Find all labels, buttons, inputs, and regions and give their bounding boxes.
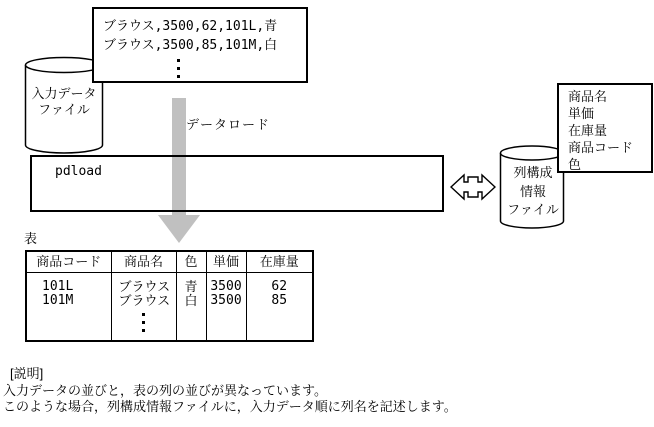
vertical-ellipsis-icon [170,59,186,78]
explanation-line-1: 入力データの並びと，表の列の並びが異なっています。 [3,382,327,398]
column-info-file-label-line2: 情報 [519,183,546,199]
column-name-list-box [557,83,653,173]
column-name-item: 商品コード [568,140,634,155]
table-caption: 表 [24,231,38,246]
exchange-double-arrow-icon [450,171,496,207]
cell-color: 青 白 [176,272,206,341]
header-unit-price: 単価 [206,251,246,272]
input-record-1: ブラウス,3500,62,101L,青 [103,19,278,34]
input-data-file-label [24,86,104,118]
vertical-ellipsis-icon [136,313,152,332]
cell-product-code: 101L 101M [26,272,111,341]
input-data-file-label-line1: 入力データ [31,86,97,101]
input-data-file-label-line2: ファイル [38,102,90,117]
result-table-wrap [25,250,314,342]
table-header-row [26,251,313,272]
column-name-item: 在庫量 [568,123,608,138]
input-record-2: ブラウス,3500,85,101M,白 [103,37,278,53]
cell-product-name: ブラウス ブラウス [111,272,176,341]
column-name-item: 単価 [568,106,595,121]
data-load-arrow-head-icon [158,215,200,243]
column-name-item: 色 [568,157,582,172]
explanation-title: [説明] [10,366,44,381]
explanation-line-2: このような場合，列構成情報ファイルに，入力データ順に列名を記述します。 [3,399,457,414]
header-product-name: 商品名 [111,251,176,272]
cell-stock-qty: 62 85 [246,272,313,341]
pdload-command-label: pdload [55,164,102,179]
header-product-code: 商品コード [26,251,111,272]
header-stock-qty: 在庫量 [246,251,313,272]
header-color: 色 [176,251,206,272]
pdload-command-box [30,155,444,212]
column-info-file-label-line1: 列構成 [513,165,553,180]
column-name-item: 商品名 [568,89,608,104]
result-table [25,250,314,342]
data-load-label: データロード [186,117,271,132]
cell-unit-price: 3500 3500 [206,272,246,341]
input-data-preview-box [92,7,308,83]
column-info-file-label-line3: ファイル [507,202,559,217]
explanation-note [3,366,457,416]
table-body-row [26,272,313,341]
